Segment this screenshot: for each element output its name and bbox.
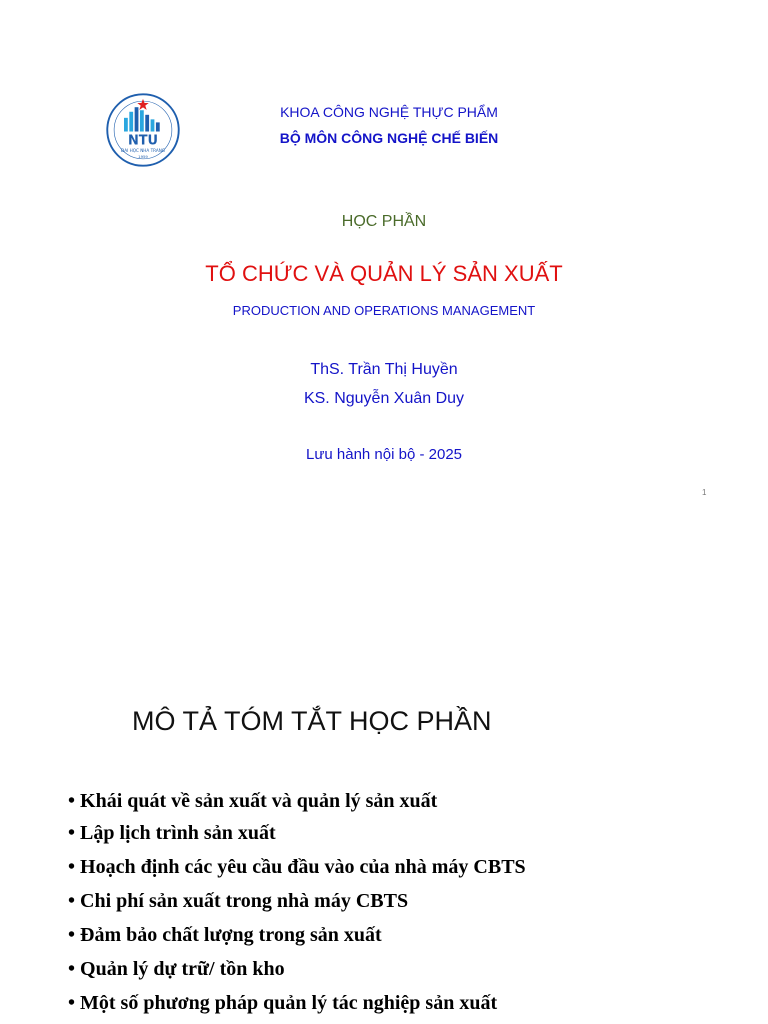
author-2: KS. Nguyễn Xuân Duy [303,390,465,407]
list-item: • Khái quát về sản xuất và quản lý sản xuất [68,790,437,813]
course-title: TỔ CHỨC VÀ QUẢN LÝ SẢN XUẤT [205,261,563,286]
list-item: • Hoạch định các yêu cầu đầu vào của nhà máy CBTS [68,856,526,879]
faculty-name: KHOA CÔNG NGHỆ THỰC PHẨM [280,104,498,120]
list-item: • Lập lịch trình sản xuất [68,822,276,845]
logo-text: NTU [127,133,159,149]
list-item: • Một số phương pháp quản lý tác nghiệp sản xuất [68,992,497,1015]
list-item: • Quản lý dự trữ/ tồn kho [68,958,285,981]
page-number: 1 [702,488,707,497]
logo-ring-text: ĐẠI HỌC NHA TRANG [120,148,166,154]
list-item: • Chi phí sản xuất trong nhà máy CBTS [68,890,408,913]
logo-year: 1959 [138,154,148,160]
list-item: • Đảm bảo chất lượng trong sản xuất [68,924,382,947]
summary-title: MÔ TẢ TÓM TẮT HỌC PHẦN [132,706,492,736]
author-1: ThS. Trần Thị Huyền [310,361,458,378]
department-name: BỘ MÔN CÔNG NGHỆ CHẾ BIẾN [279,130,499,146]
course-subtitle: PRODUCTION AND OPERATIONS MANAGEMENT [232,303,536,318]
module-label: HỌC PHẦN [341,213,427,230]
circulation-note: Lưu hành nội bộ - 2025 [306,446,462,463]
